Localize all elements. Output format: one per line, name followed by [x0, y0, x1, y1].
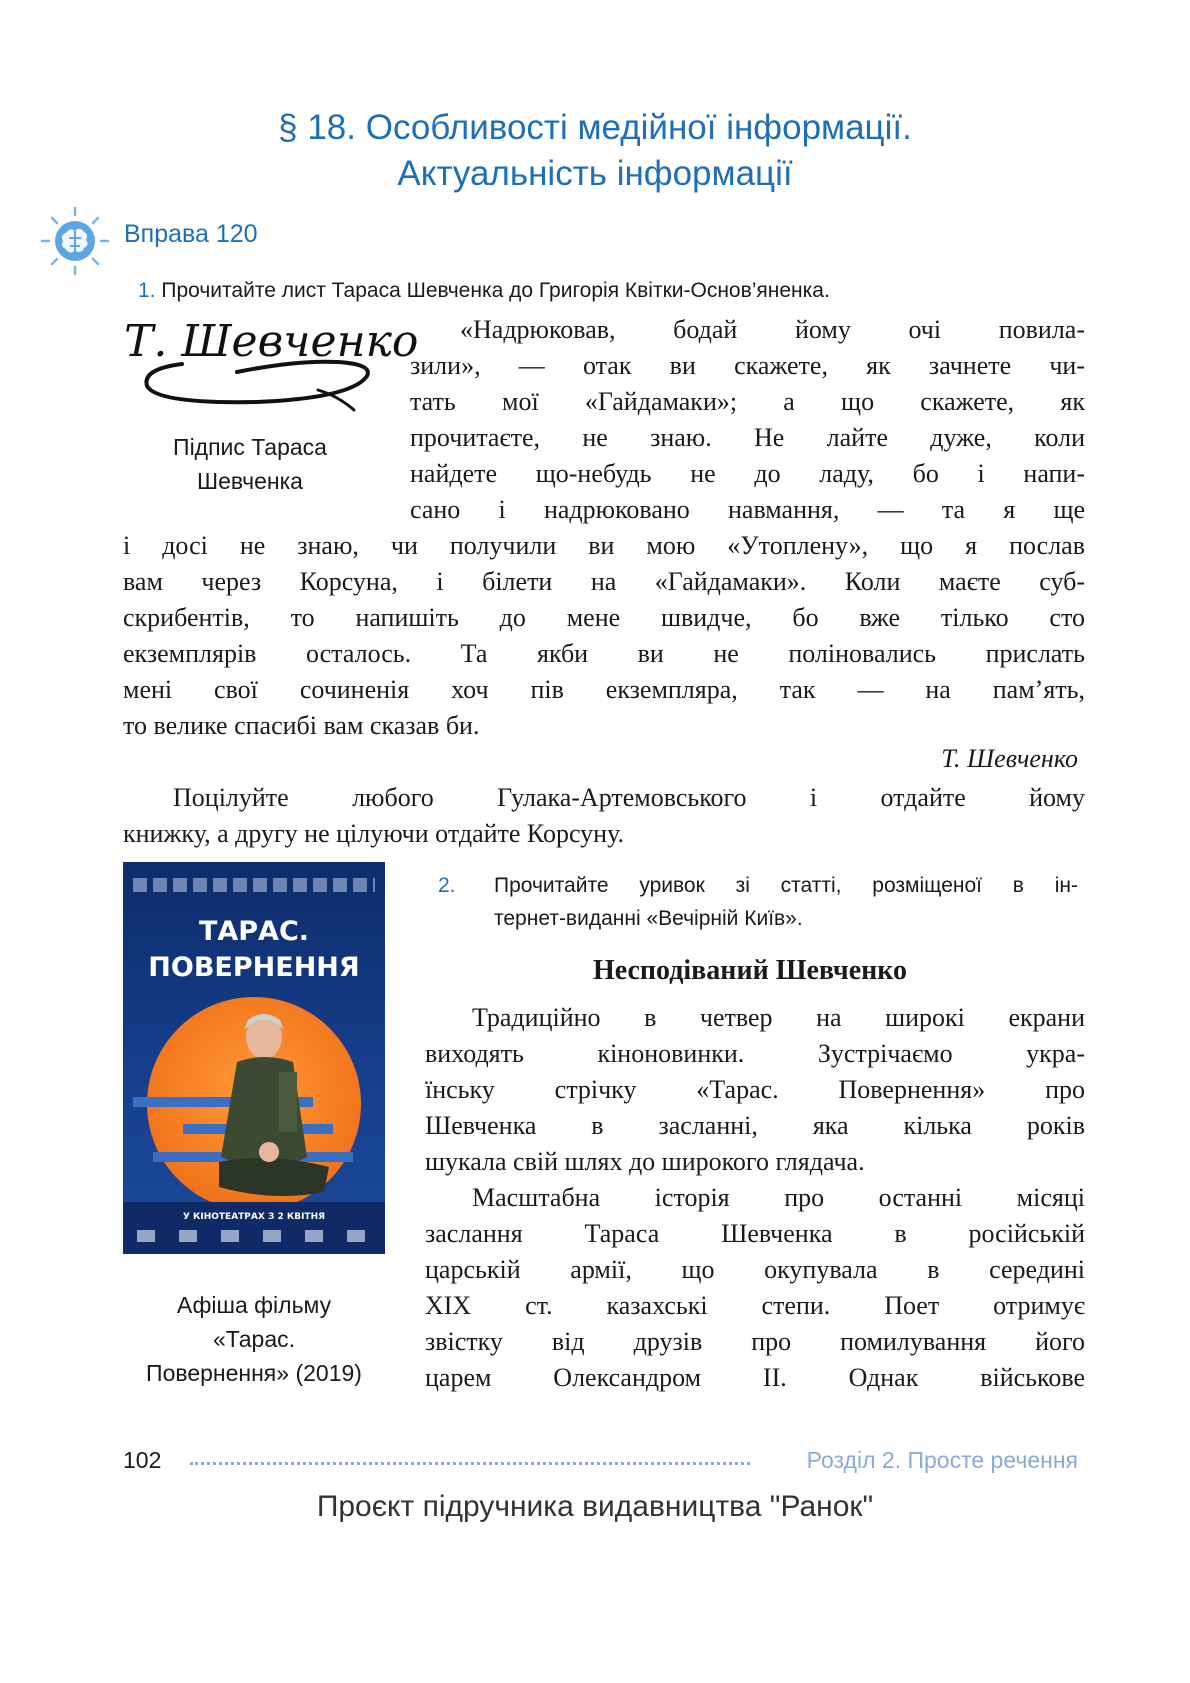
- task-1-text: Прочитайте лист Тараса Шевченка до Григорія Квітки-Основ’яненка.: [161, 279, 830, 302]
- letter-line: «Надрюковав, бодай йому очі повила-: [460, 315, 1085, 344]
- exercise-label: Вправа 120: [124, 220, 258, 248]
- task-2-number: 2.: [438, 874, 456, 897]
- article-line: шукала свій шлях до широкого глядача.: [425, 1147, 865, 1176]
- signature-text: Т. Шевченко: [124, 316, 419, 367]
- article-line: виходять кіноновинки. Зустрічаємо укра-: [425, 1039, 1085, 1068]
- task-2: [438, 869, 1078, 935]
- poster-title-line-1: ТАРАС.: [198, 916, 310, 947]
- article-line: заслання Тараса Шевченка в російській: [425, 1219, 1085, 1248]
- task-1-number: 1.: [138, 279, 156, 302]
- brain-lightbulb-icon: [40, 206, 110, 276]
- letter-line: екземплярів осталось. Та якби ви не поліновались прислать: [123, 639, 1085, 668]
- shevchenko-signature: [122, 312, 419, 422]
- letter-line: то велике спасибі вам сказав би.: [123, 711, 480, 740]
- movie-poster-image: [123, 862, 385, 1254]
- poster-caption-line-2: «Тарас.: [212, 1326, 296, 1352]
- signature-caption: [120, 430, 380, 498]
- poster-title: [123, 914, 385, 986]
- poster-date: У КІНОТЕАТРАХ З 2 КВІТНЯ: [182, 1212, 326, 1222]
- poster-caption: [118, 1288, 390, 1390]
- poster-caption-line-3: Повернення» (2019): [146, 1360, 362, 1386]
- page-number: 102: [123, 1447, 162, 1473]
- title-line-2: Актуальність інформації: [397, 154, 793, 193]
- poster-title-line-2: ПОВЕРНЕННЯ: [148, 952, 360, 983]
- task-2-line-1: Прочитайте уривок зі статті, розміщеної в ін-: [494, 874, 1078, 897]
- article-line: Шевченка в засланні, яка кілька років: [425, 1111, 1085, 1140]
- poster-caption-line-1: Афіша фільму: [176, 1292, 332, 1318]
- title-line-1: § 18. Особливості медійної інформації.: [278, 108, 912, 147]
- publisher-watermark: Проєкт підручника видавництва "Ранок": [316, 1490, 874, 1523]
- article-line: XIX ст. казахські степи. Поет отримує: [425, 1291, 1085, 1320]
- article-line: царем Олександром ІІ. Однак військове: [425, 1363, 1085, 1392]
- article-line: Масштабна історія про останні місяці: [472, 1183, 1085, 1212]
- poster-figure: [209, 1002, 329, 1202]
- chapter-label: Розділ 2. Просте речення: [806, 1447, 1078, 1473]
- letter-line: прочитаєте, не знаю. Не лайте дуже, коли: [410, 423, 1085, 452]
- letter-line: скрибентів, то напишіть до мене швидче, бо вже тілько сто: [123, 603, 1085, 632]
- letter-line: зили», — отак ви скажете, як зачнете чи-: [410, 351, 1085, 380]
- postscript-line: Поцілуйте любого Гулака-Артемовського і отдайте йому: [173, 783, 1085, 812]
- task-1: [138, 274, 830, 307]
- article-heading: Несподіваний Шевченко: [592, 955, 908, 986]
- signature-caption-line-2: Шевченка: [197, 468, 303, 494]
- footer-dotted-line: [190, 1462, 750, 1465]
- letter-line: найдете що-небудь не до ладу, бо і напи-: [410, 459, 1085, 488]
- page-title: [0, 105, 1190, 197]
- article-line: Традиційно в четвер на широкі екрани: [472, 1003, 1085, 1032]
- article-line: царській армії, що окупувала в середині: [425, 1255, 1085, 1284]
- letter-signoff: Т. Шевченко: [941, 744, 1078, 773]
- article-line: звістку від друзів про помилування його: [425, 1327, 1085, 1356]
- signature-caption-line-1: Підпис Тараса: [173, 434, 327, 460]
- article-line: їнську стрічку «Тарас. Повернення» про: [425, 1075, 1085, 1104]
- postscript-line: книжку, а другу не цілуючи отдайте Корсуну.: [123, 819, 624, 848]
- letter-line: мені свої сочиненія хоч пів екземпляра, так — на пам’ять,: [123, 675, 1085, 704]
- letter-line: і досі не знаю, чи получили ви мою «Утоплену», що я послав: [123, 531, 1085, 560]
- letter-line: сано і надрюковано навмання, — та я ще: [410, 495, 1085, 524]
- letter-line: вам через Корсуна, і білети на «Гайдамаки». Коли маєте суб-: [123, 567, 1085, 596]
- letter-line: тать мої «Гайдамаки»; а що скажете, як: [410, 387, 1085, 416]
- task-2-line-2: тернет-виданні «Вечірній Київ».: [494, 907, 803, 930]
